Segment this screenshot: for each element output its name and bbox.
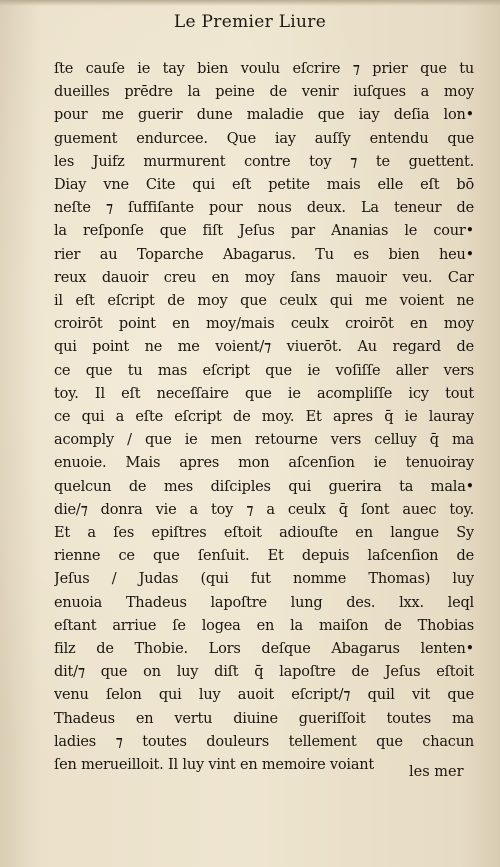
text-line: les Juifz murmurent contre toy ⁊ te guettent. <box>54 153 474 170</box>
text-line: ſen merueilloit. Il luy vint en memoire voiant <box>54 757 375 774</box>
text-line: ſte cauſe ie tay bien voulu eſcrire ⁊ prier que tu <box>54 61 474 77</box>
text-line: toy. Il eſt neceſſaire que ie acompliſſe icy tout <box>54 385 474 402</box>
text-line: rier au Toparche Abagarus. Tu es bien heu• <box>54 246 474 263</box>
text-line: Diay vne Cite qui eſt petite mais elle eſt bō <box>54 177 474 194</box>
text-line: acomply / que ie men retourne vers celluy q̄ ma <box>54 432 474 449</box>
text-line: neſte ⁊ ſuffiſante pour nous deux. La teneur de <box>54 200 474 217</box>
running-head: Le Premier Liure <box>173 12 327 32</box>
text-line: ladies ⁊ toutes douleurs tellement que chacun <box>54 733 474 750</box>
text-line: enuoia Thadeus lapoſtre lung des. lxx. leql <box>54 594 474 611</box>
text-line: filz de Thobie. Lors deſque Abagarus lenten• <box>54 641 474 658</box>
text-line: reux dauoir creu en moy ſans mauoir veu. Car <box>54 269 474 286</box>
text-line: eſtant arriue ſe logea en la maiſon de Thobias <box>54 617 474 634</box>
text-block <box>54 58 474 777</box>
text-line: Jeſus / Judas (qui fut nomme Thomas) luy <box>54 571 474 588</box>
text-line: die/⁊ donra vie a toy ⁊ a ceulx q̄ ſont auec toy. <box>54 501 474 518</box>
page-edge-shadow <box>0 0 500 6</box>
text-line: la reſponſe que fiſt Jeſus par Ananias le cour• <box>54 223 474 240</box>
text-line: guement endurcee. Que iay auſſy entendu que <box>54 130 474 147</box>
text-line: dueilles prēdre la peine de venir iuſques a moy <box>54 84 474 101</box>
text-line: rienne ce que ſenſuit. Et depuis laſcenſion de <box>54 548 474 565</box>
text-line: croirōt point en moy/mais ceulx croirōt en moy <box>54 316 474 333</box>
text-line: dit/⁊ que on luy diſt q̄ lapoſtre de Jeſus eſtoit <box>54 664 474 681</box>
text-line: qui point ne me voient/⁊ viuerōt. Au regard de <box>54 339 474 356</box>
text-line: quelcun de mes diſciples qui guerira ta mala• <box>54 478 474 495</box>
text-line: enuoie. Mais apres mon aſcenſion ie tenuoiray <box>54 455 474 472</box>
text-line: pour me guerir dune maladie que iay deſia lon• <box>54 107 474 124</box>
text-line: Thadeus en vertu diuine gueriſſoit toutes ma <box>54 710 474 727</box>
catchword: les mer <box>409 764 464 780</box>
text-line: ce que tu mas eſcript que ie voſiſſe aller vers <box>54 362 474 379</box>
text-line: il eſt eſcript de moy que ceulx qui me voient ne <box>54 293 474 310</box>
text-line: Et a ſes epiſtres eſtoit adiouſte en langue Sy <box>54 525 474 542</box>
text-line: ce qui a eſte eſcript de moy. Et apres q̄ ie lauray <box>54 409 474 426</box>
text-line: venu ſelon qui luy auoit eſcript/⁊ quil vit que <box>54 687 474 704</box>
